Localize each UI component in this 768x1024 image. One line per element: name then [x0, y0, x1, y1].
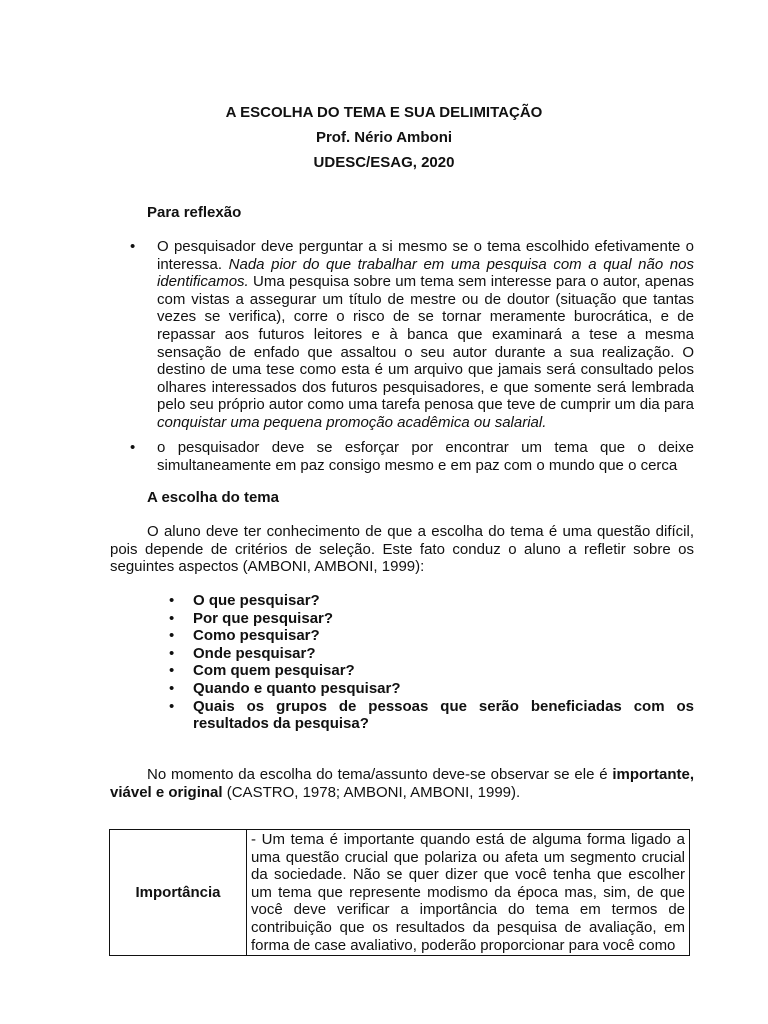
criteria-bold: importante, viável e original — [110, 766, 694, 801]
escolha-paragraph-text: O aluno deve ter conhecimento de que a escolha do tema é uma questão difícil, pois depende de critérios de seleção. Este fato conduz o aluno a refletir sobre os seguintes aspectos (AMBONI, AMBONI, 1999): — [110, 523, 694, 576]
reflexao-bullet-2 — [130, 439, 694, 474]
list-item: • Com quem pesquisar? — [169, 662, 355, 680]
bullet-dot: • — [130, 238, 136, 255]
section-heading-escolha: A escolha do tema — [147, 489, 279, 506]
criteria-text-a: No momento da escolha do tema/assunto deve-se observar se ele é — [147, 766, 613, 783]
bullet-dot: • — [169, 644, 175, 662]
criteria-text-importancia: - Um tema é importante quando está de alguma forma ligado a uma questão crucial que polariza ou afeta um segmento crucial da sociedade. Não se quer dizer que você tenha que escolher um tema que represente modismo da época mas, sim, de que você deve verificar a importância do tema em termos de contribuição que os resultados da pesquisa de avaliação, em forma de case avaliativo, poderão proporcionar para você como — [247, 830, 690, 956]
reflexao-bullet-1 — [130, 238, 694, 432]
bullet-1-italic-a: Nada pior do que trabalhar em uma pesquisa com a qual não nos identificamos. — [157, 255, 694, 291]
bullet-dot: • — [169, 697, 175, 715]
list-item: • Por que pesquisar? — [169, 609, 334, 627]
list-item: • O que pesquisar? — [169, 592, 320, 609]
author-name: Prof. Nério Amboni — [315, 129, 453, 146]
bullet-dot: • — [169, 662, 175, 680]
bullet-dot: • — [130, 439, 136, 456]
table-row — [110, 830, 690, 956]
list-item: • Quando e quanto pesquisar? — [169, 679, 401, 697]
question-list — [169, 592, 694, 733]
bullet-2-text: o pesquisador deve se esforçar por encontrar um tema que o deixe simultaneamente em paz consigo mesmo e em paz com o mundo que o cerca — [157, 439, 694, 474]
bullet-1-italic-b: conquistar uma pequena promoção acadêmica ou salarial. — [157, 413, 547, 431]
list-item: • Como pesquisar? — [169, 627, 320, 645]
bullet-1-text-b: Uma pesquisa sobre um tema sem interesse para o autor, apenas com vistas a assegurar um título de mestre ou de doutor (situação que tantas vezes se verifica), corre o risco de se tornar meramente burocrática, e de repassar aos futuros leitores e à banca que examinará a tese a mesma sensação de enfado que assaltou o seu autor durante a sua realização. O destino de uma tese como esta é um arquivo que jamais será consultado pelos olhares interessados dos futuros pesquisadores, e que somente será lembrada pelo seu próprio autor como uma tarefa penosa que teve de cumprir um dia para — [157, 273, 694, 414]
criteria-paragraph — [110, 766, 694, 801]
institution-year: UDESC/ESAG, 2020 — [313, 154, 455, 171]
criteria-label-importancia: Importância — [110, 830, 247, 956]
list-item: • Onde pesquisar? — [169, 644, 316, 662]
bullet-1-text-a: O pesquisador deve perguntar a si mesmo se o tema escolhido efetivamente o interessa. — [157, 238, 694, 273]
bullet-dot: • — [169, 679, 175, 697]
list-item: • Quais os grupos de pessoas que serão beneficiadas com os resultados da pesquisa? — [169, 697, 694, 733]
escolha-paragraph — [110, 523, 694, 576]
bullet-dot: • — [169, 592, 175, 609]
bullet-dot: • — [169, 609, 175, 627]
criteria-table — [109, 829, 690, 956]
section-heading-reflexao: Para reflexão — [147, 204, 242, 221]
bullet-dot: • — [169, 627, 175, 645]
document-title: A ESCOLHA DO TEMA E SUA DELIMITAÇÃO — [225, 104, 543, 121]
title-block — [0, 104, 768, 179]
criteria-text-b: (CASTRO, 1978; AMBONI, AMBONI, 1999). — [222, 783, 521, 801]
